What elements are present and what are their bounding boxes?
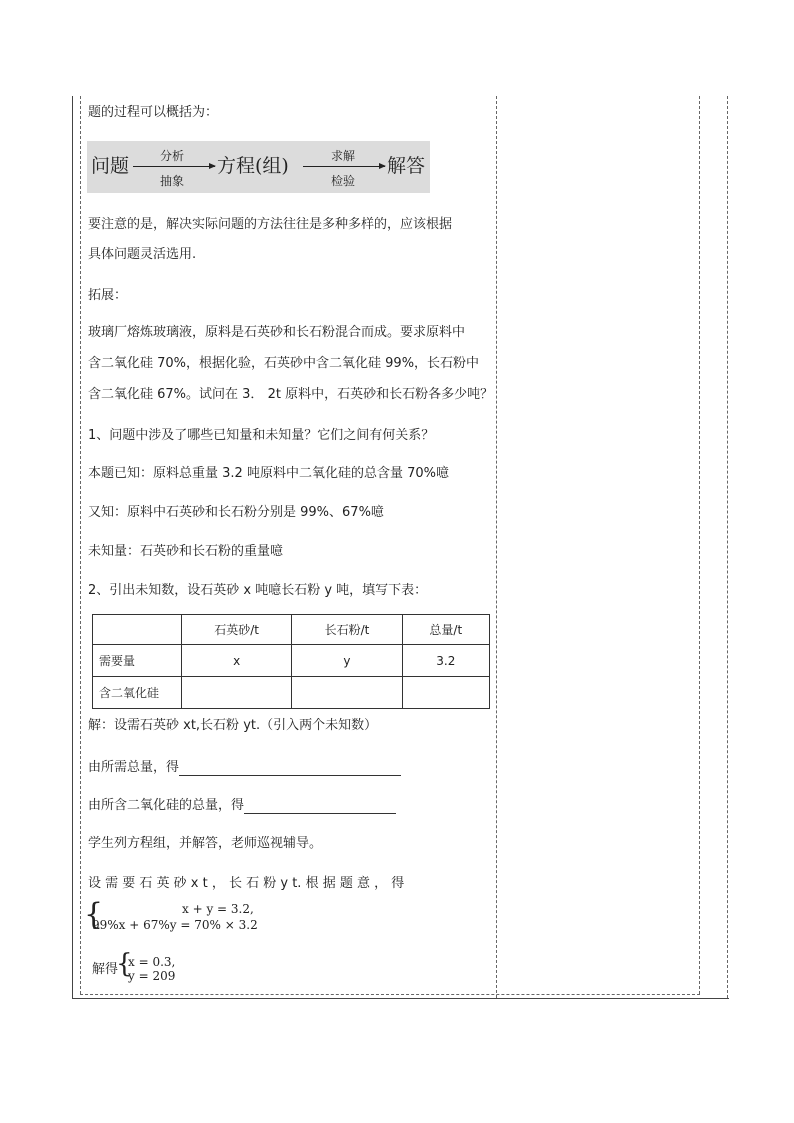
table-cell: [182, 677, 292, 709]
note-line-1: 要注意的是，解决实际问题的方法往往是多种多样的，应该根据: [88, 217, 453, 232]
table-cell: x: [182, 645, 292, 677]
question-1: 1、问题中涉及了哪些已知量和未知量？它们之间有何关系？: [88, 428, 435, 443]
fill-in-table: [92, 614, 490, 709]
dashed-border-right: [727, 96, 728, 998]
dashed-column-divider: [496, 96, 497, 998]
flow-problem: 问题: [91, 155, 130, 177]
dashed-border-left: [80, 96, 81, 994]
unknown: 未知量：石英砂和长石粉的重量噫: [88, 544, 284, 559]
table-header-total: 总量/t: [402, 615, 489, 645]
flow-arrow-1: [133, 166, 215, 167]
fill-line-2: [88, 798, 396, 814]
flow-solve-label: 求解: [331, 149, 356, 163]
setup-statement: 设 需 要 石 英 砂 x t ， 长 石 粉 y t. 根 据 题 意 ， 得: [88, 876, 405, 891]
flow-analyze-label: 分析: [160, 149, 185, 163]
equation-2: 99%x + 67%y = 70% × 3.2: [92, 918, 258, 932]
table-row-label: 含二氧化硅: [93, 677, 182, 709]
table-cell: y: [292, 645, 402, 677]
dashed-border-bottom: [80, 994, 700, 995]
flow-answer: 解答: [387, 155, 426, 177]
dashed-border-right-inner: [699, 96, 700, 994]
table-row: [93, 677, 490, 709]
problem-line-3: 含二氧化硅 67%。试问在 3． 2t 原料中，石英砂和长石粉各多少吨？: [88, 387, 494, 402]
table-header-feldspar: 长石粉/t: [292, 615, 402, 645]
fill-line-1-label: 由所需总量，得: [88, 760, 180, 775]
table-cell: [292, 677, 402, 709]
solution-y: y = 209: [128, 969, 176, 983]
problem-line-2: 含二氧化硅 70%，根据化验，石英砂中含二氧化硅 99%，长石粉中: [88, 356, 480, 371]
process-flow-diagram: [87, 141, 430, 193]
problem-line-1: 玻璃厂熔炼玻璃液，原料是石英砂和长石粉混合而成。要求原料中: [88, 325, 466, 340]
table-cell: [93, 615, 182, 645]
extension-heading: 拓展：: [88, 288, 128, 303]
student-instruction: 学生列方程组，并解答，老师巡视辅导。: [88, 836, 323, 851]
table-cell: 3.2: [402, 645, 489, 677]
solution-x: x = 0.3,: [128, 955, 176, 969]
intro-text: 题的过程可以概括为：: [88, 105, 219, 120]
answer-blank-2: [244, 799, 396, 814]
question-2: 2、引出未知数，设石英砂 x 吨噫长石粉 y 吨，填写下表：: [88, 583, 428, 598]
answer-blank-1: [179, 761, 401, 776]
table-row: [93, 645, 490, 677]
table-row-label: 需要量: [93, 645, 182, 677]
known-1: 本题已知：原料总重量 3.2 吨原料中二氧化硅的总含量 70%噫: [88, 466, 449, 481]
solved-label: 解得: [92, 962, 119, 977]
flow-check-label: 检验: [331, 174, 356, 188]
fill-line-2-label: 由所含二氧化硅的总量，得: [88, 798, 245, 813]
note-line-2: 具体问题灵活选用.: [88, 247, 197, 262]
table-header-row: [93, 615, 490, 645]
flow-arrow-2: [303, 166, 385, 167]
flow-equation: 方程(组): [217, 155, 289, 177]
table-cell: [402, 677, 489, 709]
system-brace: {: [84, 897, 104, 932]
fill-line-1: [88, 760, 401, 776]
solution-brace: {: [116, 949, 133, 979]
solution-setup: 解：设需石英砂 xt,长石粉 yt.（引入两个未知数）: [88, 718, 378, 733]
known-2: 又知：原料中石英砂和长石粉分别是 99%、67%噫: [88, 505, 384, 520]
table-header-quartz: 石英砂/t: [182, 615, 292, 645]
equation-1: x + y = 3.2,: [182, 902, 254, 916]
flow-abstract-label: 抽象: [160, 174, 185, 188]
